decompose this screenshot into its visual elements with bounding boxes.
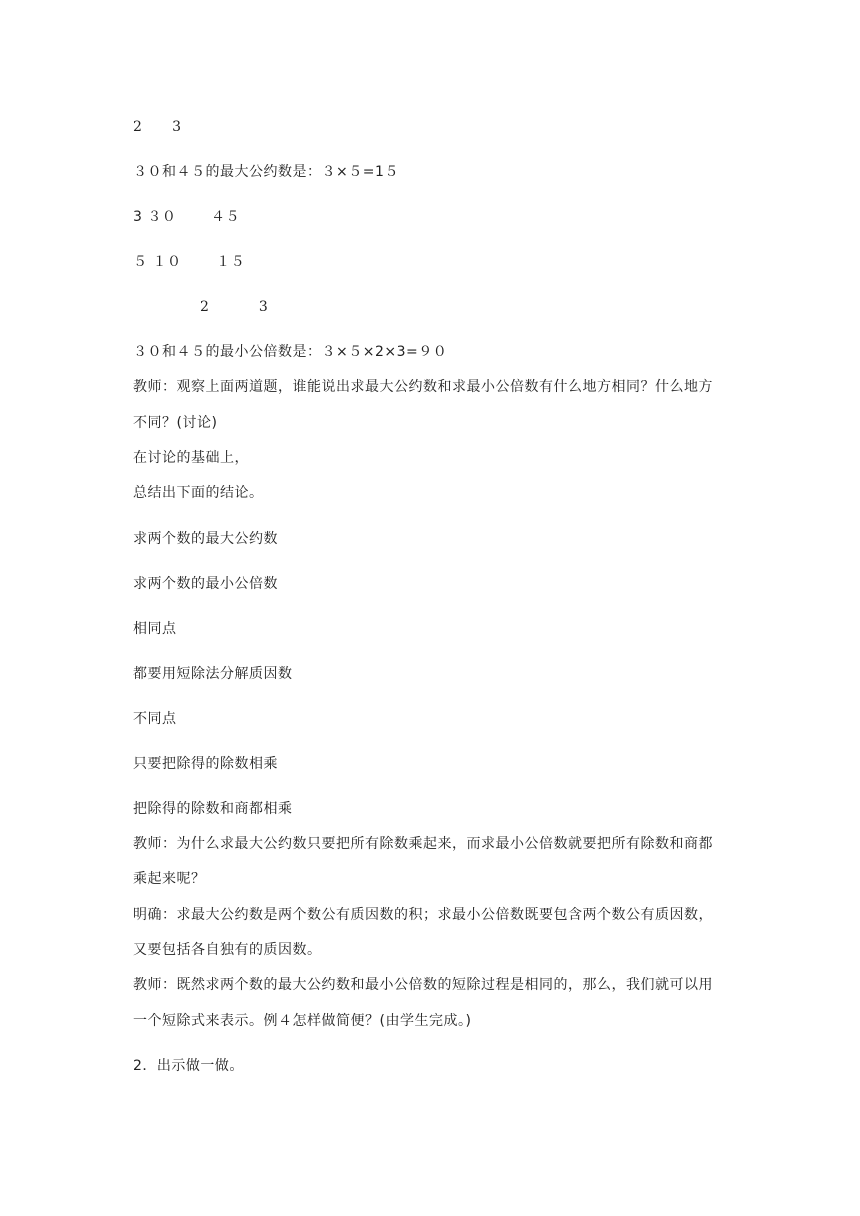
text-line-15: 不同点	[133, 711, 177, 727]
text-line-22: 教师：既然求两个数的最大公约数和最小公倍数的短除过程是相同的，那么，我们就可以用	[133, 977, 713, 993]
text-line-23: 一个短除式来表示。例４怎样做简便？(由学生完成。)	[133, 1013, 472, 1029]
text-line-12: 求两个数的最小公倍数	[133, 576, 278, 592]
text-line-21: 又要包括各自独有的质因数。	[133, 942, 322, 958]
text-line-6: ３０和４５的最小公倍数是：３×５×2×3=９０	[133, 344, 448, 360]
text-line-18: 教师：为什么求最大公约数只要把所有除数乘起来，而求最小公倍数就要把所有除数和商都	[133, 836, 713, 852]
text-line-19: 乘起来呢？	[133, 871, 206, 887]
text-line-10: 总结出下面的结论。	[133, 485, 264, 501]
text-line-3: 3 ３０ ４５	[133, 209, 241, 225]
text-line-20: 明确：求最大公约数是两个数公有质因数的积；求最小公倍数既要包含两个数公有质因数，	[133, 907, 713, 923]
text-line-9: 在讨论的基础上，	[133, 450, 249, 466]
text-line-11: 求两个数的最大公约数	[133, 531, 278, 547]
text-line-24: 2．出示做一做。	[133, 1058, 244, 1074]
text-line-2: ３０和４５的最大公约数是：３×５=1５	[133, 164, 399, 180]
text-line-5: 2 3	[200, 299, 269, 315]
text-line-14: 都要用短除法分解质因数	[133, 666, 293, 682]
text-line-16: 只要把除得的除数相乘	[133, 756, 278, 772]
text-line-7: 教师：观察上面两道题，谁能说出求最大公约数和求最小公倍数有什么地方相同？什么地方	[133, 379, 713, 395]
text-line-4: ５ １０ １５	[133, 254, 246, 270]
text-line-1: 2 3	[133, 119, 182, 135]
text-line-13: 相同点	[133, 621, 177, 637]
text-line-8: 不同？(讨论)	[133, 415, 218, 431]
text-line-17: 把除得的除数和商都相乘	[133, 801, 293, 817]
